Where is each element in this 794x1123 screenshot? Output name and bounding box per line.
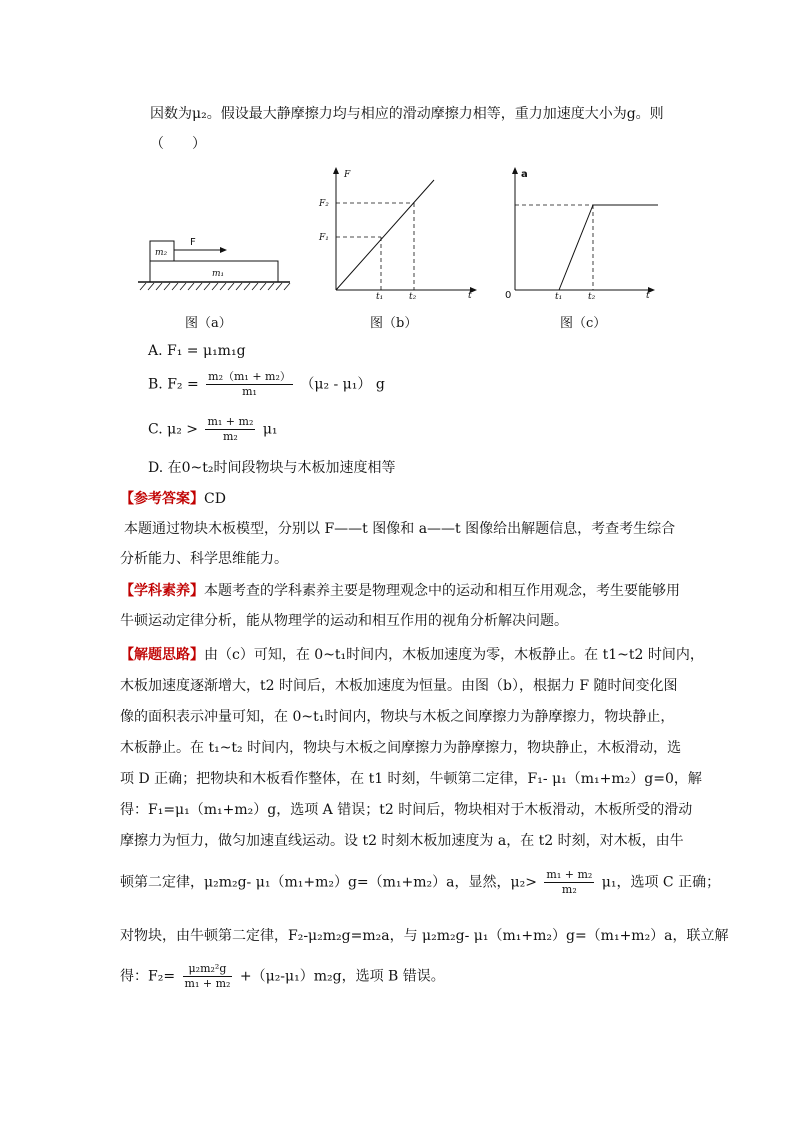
solution-line-8	[120, 868, 720, 897]
solution-line-10	[120, 962, 445, 991]
question-line-1: 因数为μ₂。假设最大静摩擦力均与相应的滑动摩擦力相等，重力加速度大小为g。则	[150, 106, 664, 122]
solution-line-8-den: m₂	[561, 883, 577, 896]
solution-line-8-prefix: 顿第二定律，μ₂m₂g- μ₁（m₁+m₂）g=（m₁+m₂）a，显然，μ₂>	[120, 874, 537, 891]
literacy-line-2: 牛顿运动定律分析，能从物理学的运动和相互作用的视角分析解决问题。	[120, 613, 568, 629]
b-tick-t2: t₂	[409, 292, 417, 300]
option-b-prefix: B. F₂ =	[148, 376, 199, 393]
ground-hatch	[140, 283, 290, 290]
figure-a-caption: 图（a）	[185, 316, 232, 331]
solution-text-1: 由（c）可知，在 0~t₁时间内，木板加速度为零，木板静止。在 t1~t2 时间内，	[204, 647, 704, 663]
figure-c-caption: 图（c）	[560, 316, 607, 331]
c-origin: 0	[505, 290, 512, 300]
b-y-arrow	[333, 167, 339, 174]
answer-label: 【参考答案】	[120, 491, 204, 507]
solution-line-6: 得：F₁=μ₁（m₁+m₂）g，选项 A 错误；t2 时间后，物块相对于木板滑动，木板所受的滑动	[120, 802, 693, 818]
option-c-prefix: C. μ₂ >	[148, 421, 199, 438]
option-b-num: m₂（m₁ + m₂）	[208, 370, 291, 383]
solution-line-10-fraction	[183, 962, 233, 991]
solution-line-8-fraction	[544, 868, 594, 897]
b-y-label: F	[344, 170, 351, 180]
solution-line-10-den: m₁ + m₂	[184, 977, 231, 990]
solution-line-2: 木板加速度逐渐增大，t2 时间后，木板加速度为恒量。由图（b），根据力 F 随时间变化图	[120, 678, 678, 694]
b-x-label: t	[468, 291, 472, 300]
option-c	[148, 415, 278, 444]
solution-line-1	[120, 644, 704, 664]
option-b	[148, 370, 385, 399]
answer-desc-2: 分析能力、科学思维能力。	[120, 551, 288, 567]
option-c-suffix: μ₁	[262, 421, 278, 438]
solution-line-8-suffix: μ₁，选项 C 正确；	[601, 874, 721, 891]
option-a: A. F₁ = μ₁m₁g	[148, 343, 246, 359]
force-label: F	[190, 237, 196, 248]
option-b-suffix: （μ₂ - μ₁） g	[300, 376, 385, 393]
c-tick-t1: t₁	[555, 292, 563, 300]
c-y-arrow	[512, 167, 518, 174]
answer-value: CD	[204, 491, 226, 507]
figure-a-diagram	[130, 230, 295, 300]
literacy-label: 【学科素养】	[120, 583, 204, 599]
block-top-label: m₂	[155, 248, 168, 258]
solution-line-10-num: μ₂m₂²g	[183, 962, 233, 977]
c-x-label: t	[646, 291, 650, 300]
solution-label: 【解题思路】	[120, 647, 204, 663]
block-bottom-label: m₁	[212, 269, 225, 279]
b-tick-F1: F₁	[319, 233, 329, 243]
answer-line	[120, 488, 226, 508]
answer-desc-1: 本题通过物块木板模型，分别以 F——t 图像和 a——t 图像给出解题信息，考查考生综合	[124, 521, 676, 537]
solution-line-10-suffix: +（μ₂-μ₁）m₂g，选项 B 错误。	[239, 968, 445, 985]
figure-b-caption: 图（b）	[370, 316, 418, 331]
literacy-line-1	[120, 580, 680, 600]
solution-line-4: 木板静止。在 t₁~t₂ 时间内，物块与木板之间摩擦力为静摩擦力，物块静止，木板滑动，选	[120, 740, 682, 756]
option-d: D. 在0~t₂时间段物块与木板加速度相等	[148, 460, 396, 476]
option-c-fraction	[205, 415, 255, 444]
solution-line-5: 项 D 正确；把物块和木板看作整体，在 t1 时刻，牛顿第二定律，F₁- μ₁（m₁+m₂）g=0，解	[120, 771, 702, 787]
option-c-num: m₁ + m₂	[207, 415, 254, 428]
option-b-den: m₁	[242, 385, 257, 398]
option-c-den: m₂	[222, 430, 238, 443]
question-line-2: （ ）	[150, 136, 206, 152]
solution-line-9: 对物块，由牛顿第二定律，F₂-μ₂m₂g=m₂a，与 μ₂m₂g- μ₁（m₁+m₂）g=（m₁+m₂）a，联立解	[120, 928, 729, 944]
literacy-text-1: 本题考查的学科素养主要是物理观念中的运动和相互作用观念，考生要能够用	[204, 583, 680, 599]
b-force-line	[336, 180, 434, 290]
option-b-fraction	[206, 370, 293, 399]
solution-line-10-prefix: 得：F₂=	[120, 968, 176, 985]
c-guides	[515, 205, 593, 290]
b-tick-F2: F₂	[319, 199, 329, 209]
solution-line-7: 摩擦力为恒力，做匀加速直线运动。设 t2 时刻木板加速度为 a，在 t2 时刻，对木板，由牛	[120, 833, 684, 849]
solution-line-3: 像的面积表示冲量可知，在 0~t₁时间内，物块与木板之间摩擦力为静摩擦力，物块静止，	[120, 709, 675, 725]
solution-line-8-num: m₁ + m₂	[546, 868, 593, 881]
b-tick-t1: t₁	[376, 292, 384, 300]
force-arrow-head	[220, 247, 227, 253]
figure-b-graph	[312, 165, 482, 300]
c-y-label: a	[521, 169, 528, 180]
c-tick-t2: t₂	[588, 292, 596, 300]
figure-c-graph	[500, 165, 660, 300]
c-accel-ramp	[559, 205, 593, 290]
